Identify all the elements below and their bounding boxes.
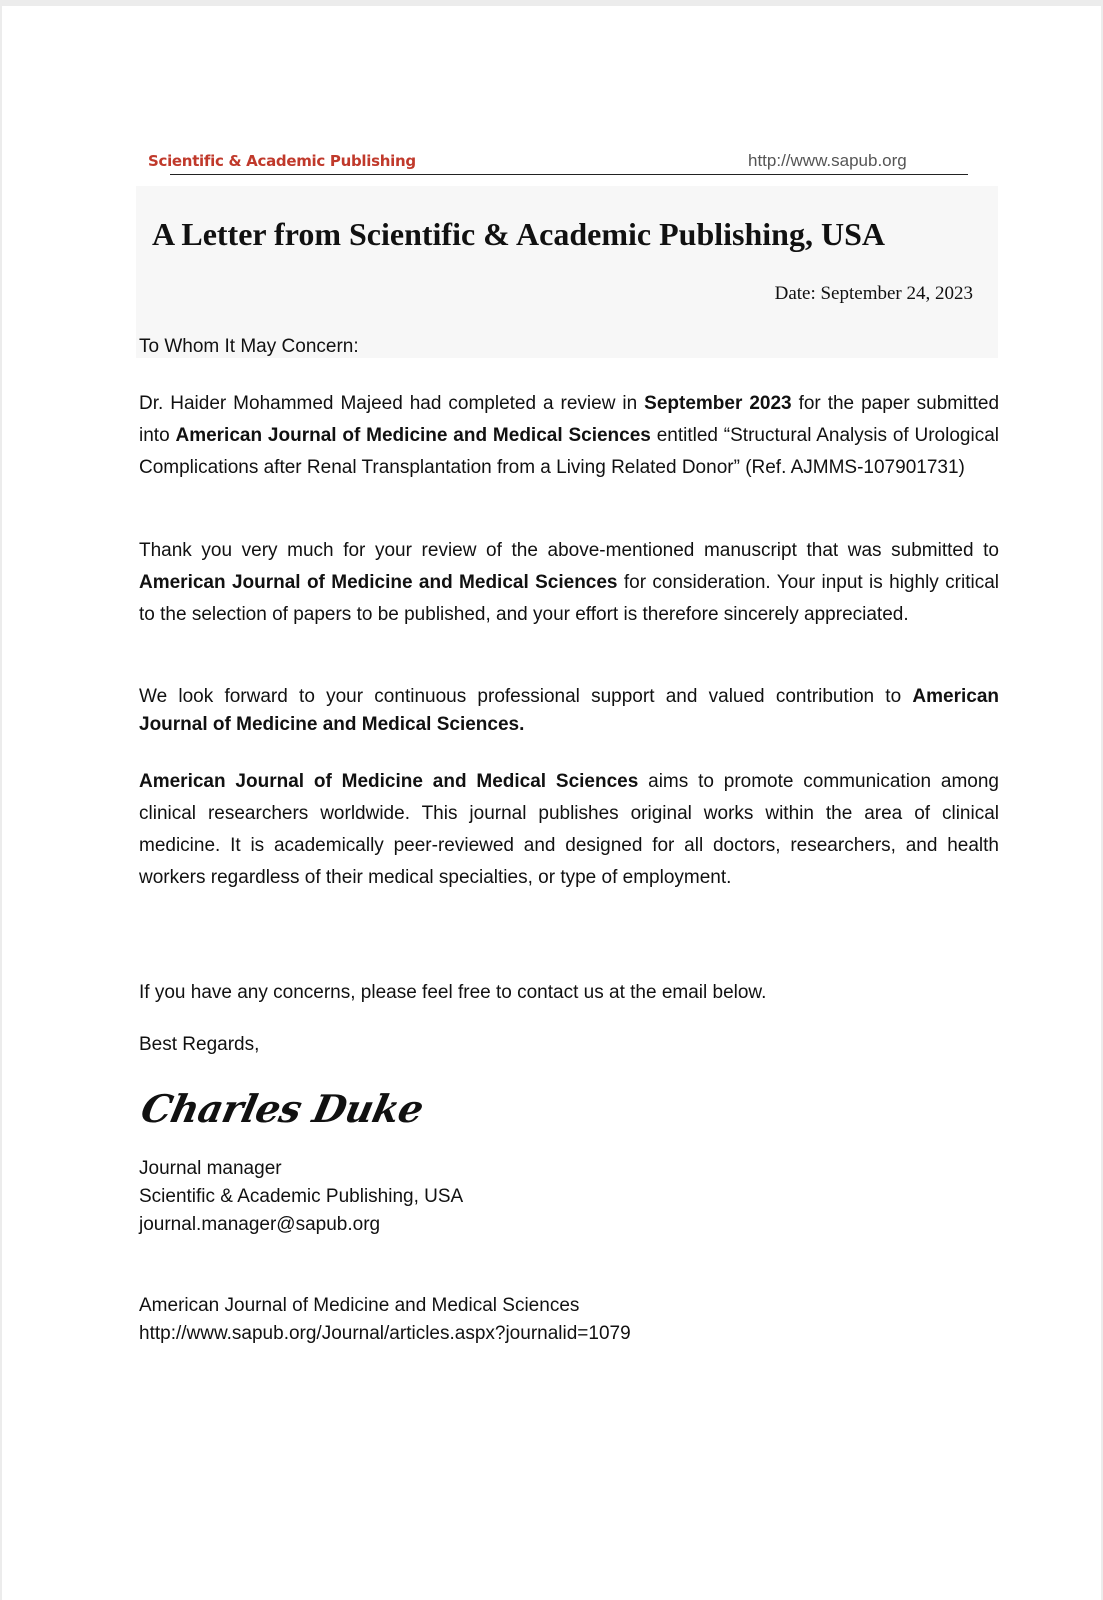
paragraph-journal-description: American Journal of Medicine and Medical Sciences aims to promote communication among clinical researchers worldwide. This journal publishes original works within the area of clinical medicine. It is academically peer-reviewed and designed for all doctors, researchers, and health workers regardless of their medical specialties, or type of employment.	[139, 771, 999, 888]
signatory-role: Journal manager	[139, 1158, 282, 1179]
signatory-organization: Scientific & Academic Publishing, USA	[139, 1186, 464, 1207]
paragraph-contact: If you have any concerns, please feel free to contact us at the email below.	[139, 982, 767, 1003]
closing: Best Regards,	[139, 1034, 260, 1055]
title-box	[136, 186, 998, 358]
signatory-details	[139, 1155, 463, 1239]
letter-date: Date: September 24, 2023	[774, 283, 973, 304]
footer-journal: American Journal of Medicine and Medical Sciences	[139, 1295, 580, 1316]
footer	[139, 1292, 631, 1348]
header-divider	[170, 174, 968, 175]
handwritten-signature	[136, 1080, 428, 1141]
letter-title: A Letter from Scientific & Academic Publishing, USA	[152, 216, 885, 252]
paragraph-thanks: Thank you very much for your review of the above-mentioned manuscript that was submitted to American Journal of Medicine and Medical Sciences for consideration. Your input is highly critical to the selection of papers to be published, and your effort is therefore sincerely appreciated.	[139, 540, 999, 625]
paragraph-support: We look forward to your continuous professional support and valued contribution to American Journal of Medicine and Medical Sciences.	[139, 686, 999, 735]
paragraph-review-note: Dr. Haider Mohammed Majeed had completed a review in September 2023 for the paper submitted into American Journal of Medicine and Medical Sciences entitled “Structural Analysis of Urological Complications after Renal Transplantation from a Living Related Donor” (Ref. AJMMS-107901731)	[139, 393, 1000, 478]
salutation: To Whom It May Concern:	[139, 336, 359, 357]
footer-journal-url: http://www.sapub.org/Journal/articles.aspx?journalid=1079	[139, 1323, 631, 1344]
publisher-url: http://www.sapub.org	[748, 151, 907, 170]
svg-text:Charles Duke: Charles Duke	[136, 1087, 428, 1132]
publisher-brand: Scientific & Academic Publishing	[148, 152, 416, 170]
signatory-email: journal.manager@sapub.org	[139, 1214, 381, 1235]
